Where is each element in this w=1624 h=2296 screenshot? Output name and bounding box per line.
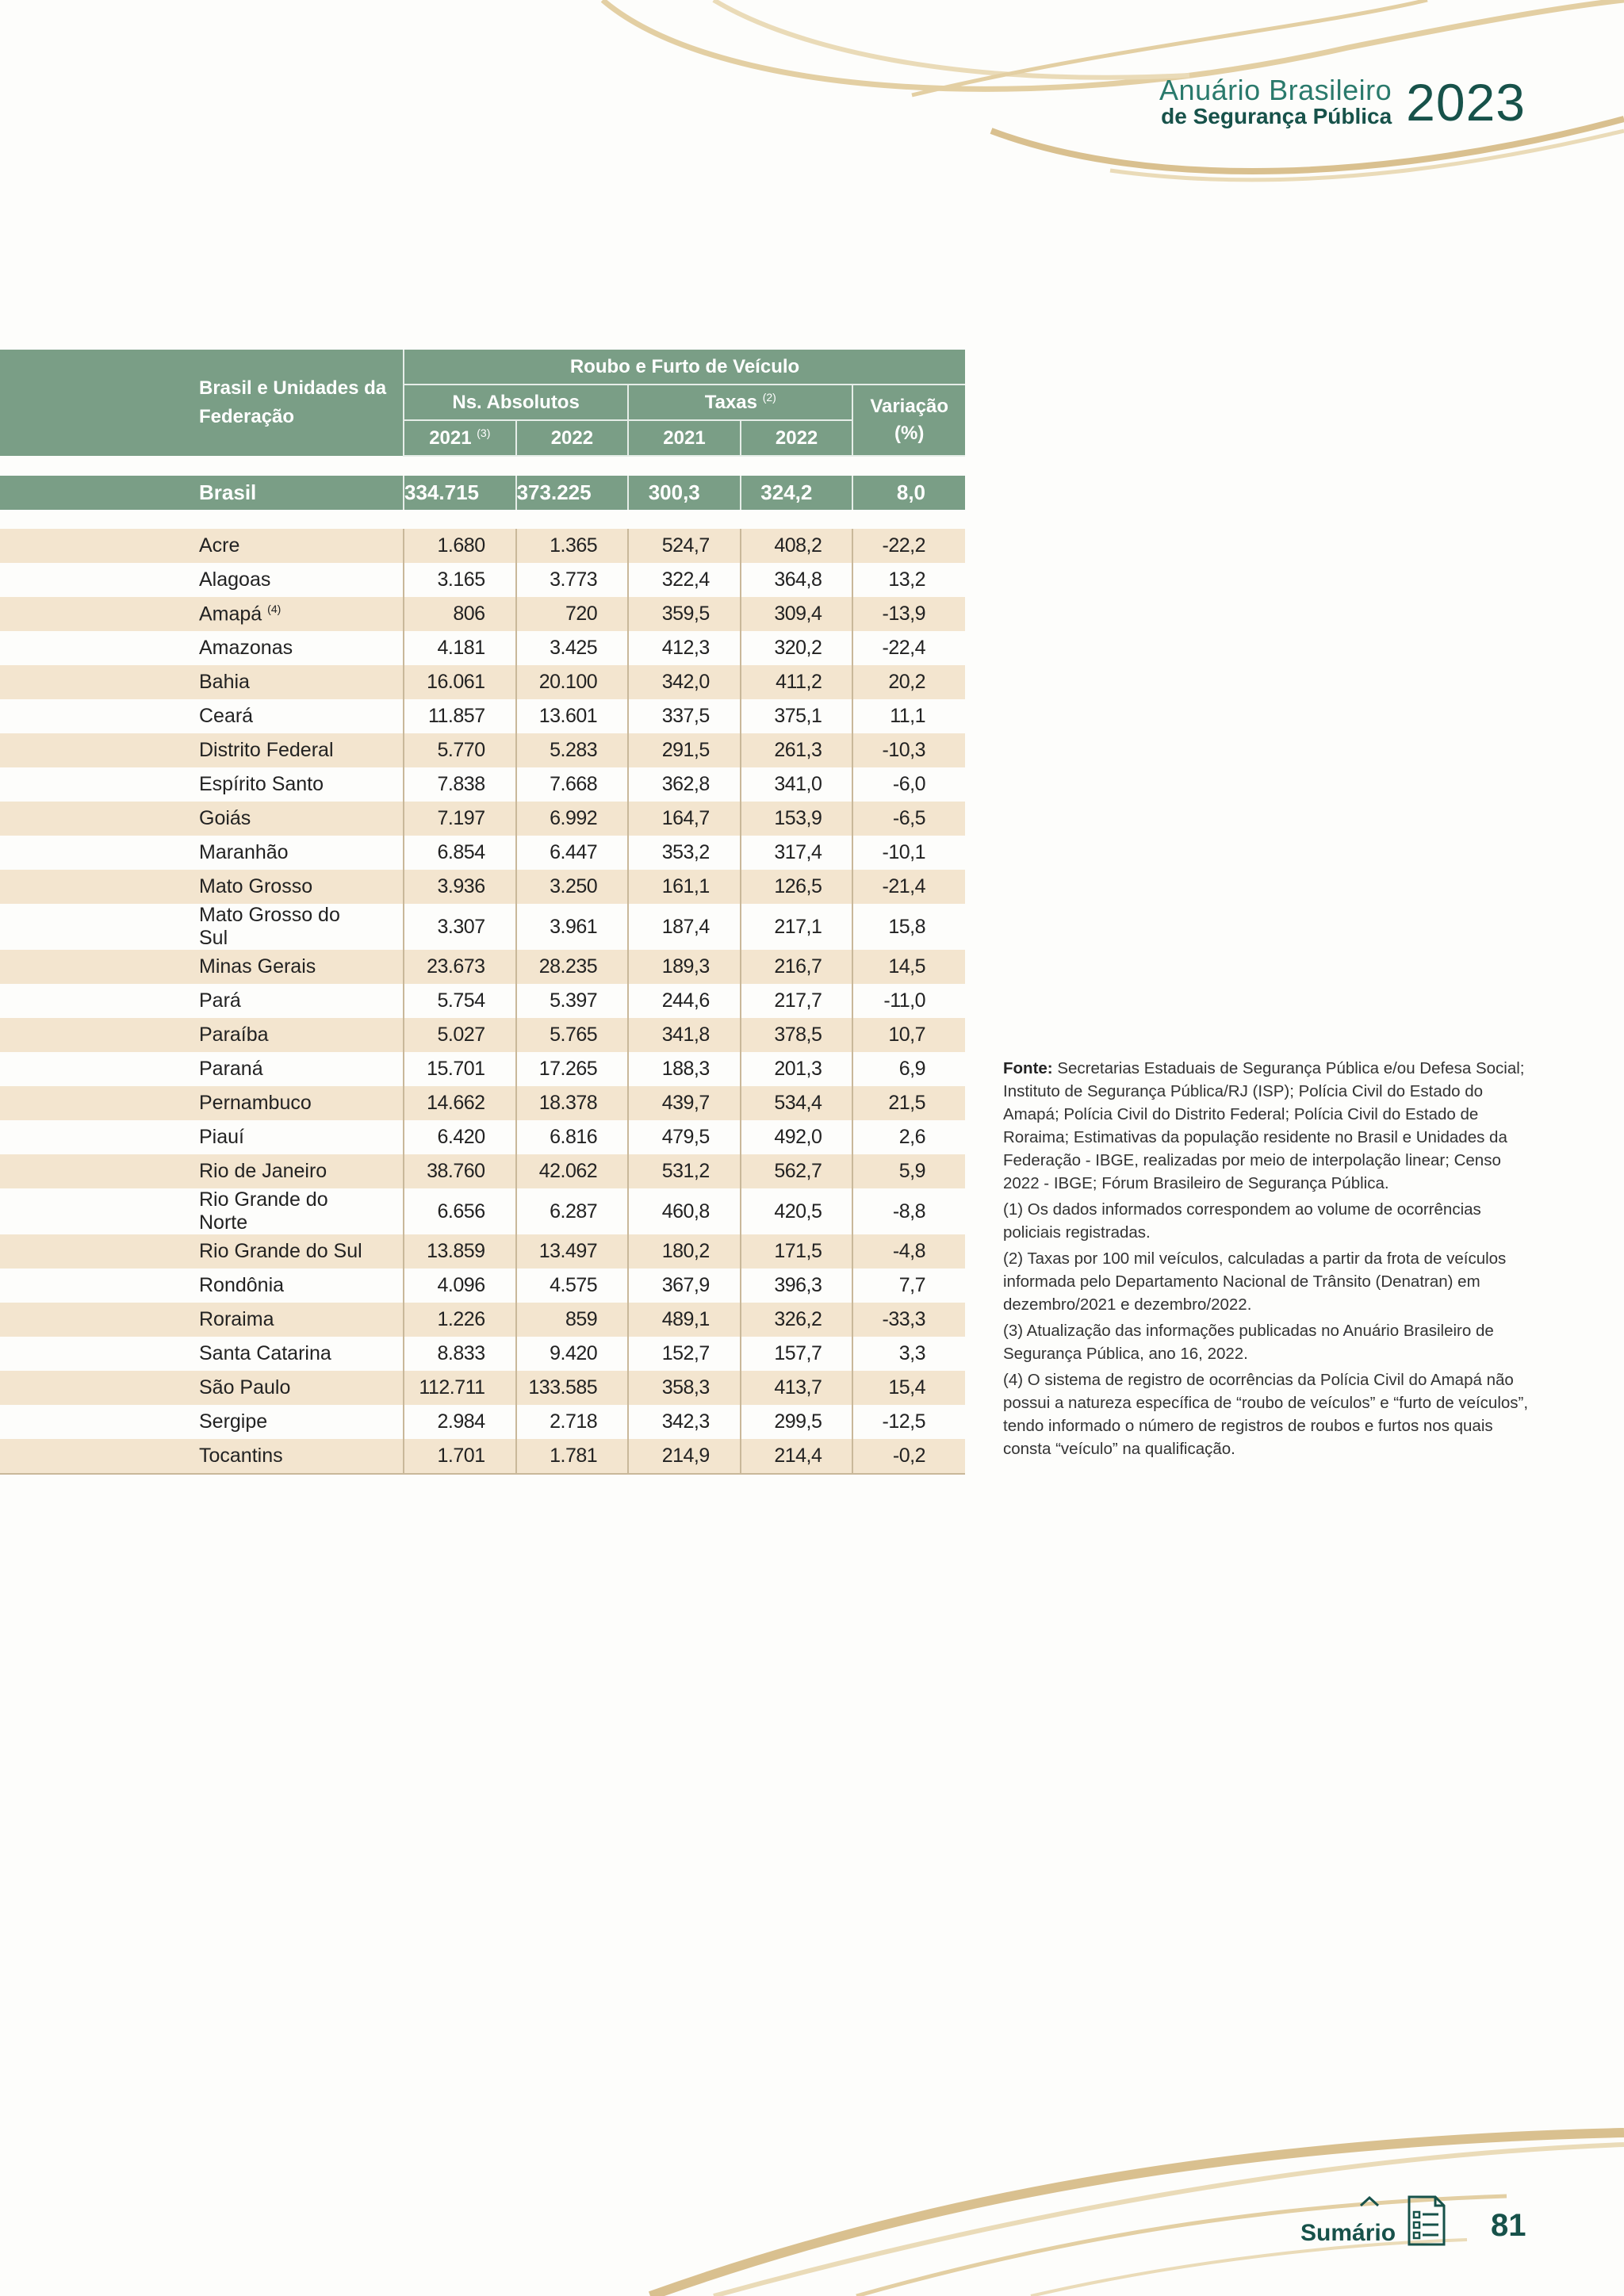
table-row — [0, 950, 965, 984]
cell-variacao: 6,9 — [852, 1052, 965, 1086]
cell-abs-2022: 3.773 — [516, 563, 629, 597]
cell-abs-2021: 38.760 — [404, 1154, 516, 1188]
cell-taxa-2022: 217,1 — [741, 904, 853, 950]
cell-abs-2021: 5.754 — [404, 984, 516, 1018]
cell-variacao: 20,2 — [852, 665, 965, 699]
cell-taxa-2021: 358,3 — [628, 1371, 741, 1405]
data-table — [0, 350, 965, 1475]
cell-abs-2022: 3.425 — [516, 631, 629, 665]
cell-taxa-2021: 439,7 — [628, 1086, 741, 1120]
row-name: Pará — [0, 984, 404, 1018]
footnote-1: (1) Os dados informados correspondem ao volume de ocorrências policiais registradas. — [1003, 1200, 1481, 1242]
cell-taxa-2021: 161,1 — [628, 870, 741, 904]
cell-abs-2022: 3.250 — [516, 870, 629, 904]
row-name: São Paulo — [0, 1371, 404, 1405]
cell-abs-2021: 5.770 — [404, 733, 516, 767]
cell-taxa-2021: 322,4 — [628, 563, 741, 597]
cell-abs-2022: 1.365 — [516, 529, 629, 563]
cell-variacao: 5,9 — [852, 1154, 965, 1188]
cell-taxa-2021: 489,1 — [628, 1303, 741, 1337]
cell-variacao: -22,4 — [852, 631, 965, 665]
footnote-3: (3) Atualização das informações publicadas no Anuário Brasileiro de Segurança Pública, ano 16, 2022. — [1003, 1322, 1494, 1363]
cell-abs-2021: 2.984 — [404, 1405, 516, 1439]
cell-variacao: 8,0 — [852, 476, 965, 510]
cell-taxa-2021: 291,5 — [628, 733, 741, 767]
vehicle-theft-table — [0, 350, 965, 1475]
table-row — [0, 870, 965, 904]
cell-taxa-2021: 412,3 — [628, 631, 741, 665]
cell-abs-2022: 5.765 — [516, 1018, 629, 1052]
cell-variacao: -6,5 — [852, 802, 965, 836]
row-name: Pernambuco — [0, 1086, 404, 1120]
cell-abs-2021: 15.701 — [404, 1052, 516, 1086]
row-name: Acre — [0, 529, 404, 563]
cell-abs-2021: 6.420 — [404, 1120, 516, 1154]
column-header-federation: Brasil e Unidades da Federação — [0, 350, 404, 456]
cell-taxa-2021: 353,2 — [628, 836, 741, 870]
cell-abs-2022: 5.283 — [516, 733, 629, 767]
source-label: Fonte: — [1003, 1059, 1053, 1077]
cell-abs-2022: 28.235 — [516, 950, 629, 984]
cell-taxa-2022: 341,0 — [741, 767, 853, 802]
cell-variacao: 21,5 — [852, 1086, 965, 1120]
table-row — [0, 699, 965, 733]
cell-taxa-2022: 492,0 — [741, 1120, 853, 1154]
cell-variacao: -22,2 — [852, 529, 965, 563]
cell-variacao: -0,2 — [852, 1439, 965, 1474]
cell-taxa-2022: 126,5 — [741, 870, 853, 904]
row-name: Sergipe — [0, 1405, 404, 1439]
cell-taxa-2021: 187,4 — [628, 904, 741, 950]
cell-variacao: 15,8 — [852, 904, 965, 950]
cell-variacao: 14,5 — [852, 950, 965, 984]
cell-taxa-2022: 364,8 — [741, 563, 853, 597]
cell-taxa-2021: 188,3 — [628, 1052, 741, 1086]
row-name: Paraíba — [0, 1018, 404, 1052]
cell-abs-2022: 20.100 — [516, 665, 629, 699]
row-name: Rondônia — [0, 1269, 404, 1303]
cell-taxa-2022: 153,9 — [741, 802, 853, 836]
cell-abs-2022: 17.265 — [516, 1052, 629, 1086]
cell-abs-2022: 6.447 — [516, 836, 629, 870]
cell-variacao: 11,1 — [852, 699, 965, 733]
cell-taxa-2022: 534,4 — [741, 1086, 853, 1120]
table-row — [0, 1439, 965, 1474]
column-header-variacao: Variação (%) — [852, 385, 965, 456]
column-header-abs-2021: 2021 $^{(3)}$ — [404, 420, 516, 456]
footnote-2: (2) Taxas por 100 mil veículos, calculadas a partir da frota de veículos informada pelo Departamento Nacional de Trânsito (Denatran) em dezembro/2021 e dezembro/2022. — [1003, 1249, 1507, 1314]
cell-abs-2021: 1.701 — [404, 1439, 516, 1474]
table-notes — [1003, 1057, 1534, 1464]
cell-abs-2021: 14.662 — [404, 1086, 516, 1120]
cell-taxa-2021: 244,6 — [628, 984, 741, 1018]
cell-taxa-2022: 396,3 — [741, 1269, 853, 1303]
table-row — [0, 529, 965, 563]
cell-variacao: -6,0 — [852, 767, 965, 802]
cell-abs-2021: 3.307 — [404, 904, 516, 950]
cell-taxa-2022: 324,2 — [741, 476, 853, 510]
row-name: Piauí — [0, 1120, 404, 1154]
table-row — [0, 1120, 965, 1154]
cell-taxa-2021: 342,0 — [628, 665, 741, 699]
sumario-link[interactable] — [1300, 2195, 1446, 2247]
cell-taxa-2021: 300,3 — [628, 476, 741, 510]
cell-abs-2022: 7.668 — [516, 767, 629, 802]
cell-abs-2021: 1.226 — [404, 1303, 516, 1337]
cell-abs-2022: 720 — [516, 597, 629, 631]
cell-variacao: -12,5 — [852, 1405, 965, 1439]
table-row — [0, 1154, 965, 1188]
cell-taxa-2022: 171,5 — [741, 1234, 853, 1269]
cell-abs-2022: 859 — [516, 1303, 629, 1337]
column-header-taxa-2021: 2021 — [628, 420, 741, 456]
cell-variacao: -10,3 — [852, 733, 965, 767]
subheader-taxas: Taxas $^{(2)}$ — [628, 385, 852, 420]
cell-taxa-2022: 420,5 — [741, 1188, 853, 1234]
footnote-ref: (2) — [762, 391, 776, 404]
row-name: Espírito Santo — [0, 767, 404, 802]
cell-abs-2021: 4.096 — [404, 1269, 516, 1303]
document-list-icon — [1407, 2195, 1446, 2247]
row-name: Mato Grosso — [0, 870, 404, 904]
cell-taxa-2022: 201,3 — [741, 1052, 853, 1086]
table-row — [0, 1086, 965, 1120]
row-name: Tocantins — [0, 1439, 404, 1474]
page-number: 81 — [1491, 2208, 1526, 2243]
footnote-ref: (4) — [267, 602, 282, 615]
cell-abs-2021: 6.656 — [404, 1188, 516, 1234]
cell-abs-2021: 5.027 — [404, 1018, 516, 1052]
cell-taxa-2022: 214,4 — [741, 1439, 853, 1474]
chevron-up-icon — [1359, 2196, 1380, 2207]
cell-abs-2022: 9.420 — [516, 1337, 629, 1371]
cell-taxa-2022: 411,2 — [741, 665, 853, 699]
cell-taxa-2021: 214,9 — [628, 1439, 741, 1474]
cell-taxa-2022: 320,2 — [741, 631, 853, 665]
table-row — [0, 665, 965, 699]
cell-abs-2021: 3.936 — [404, 870, 516, 904]
brand-title — [1159, 76, 1392, 129]
cell-abs-2022: 5.397 — [516, 984, 629, 1018]
table-row — [0, 1188, 965, 1234]
cell-abs-2022: 13.497 — [516, 1234, 629, 1269]
publication-brand — [1159, 73, 1526, 132]
table-row — [0, 1371, 965, 1405]
cell-abs-2021: 334.715 — [404, 476, 516, 510]
cell-taxa-2021: 460,8 — [628, 1188, 741, 1234]
row-name: Amazonas — [0, 631, 404, 665]
cell-abs-2021: 13.859 — [404, 1234, 516, 1269]
source-note — [1003, 1057, 1534, 1195]
cell-taxa-2022: 413,7 — [741, 1371, 853, 1405]
brand-year: 2023 — [1406, 73, 1526, 132]
row-name: Goiás — [0, 802, 404, 836]
cell-variacao: -8,8 — [852, 1188, 965, 1234]
cell-abs-2022: 6.287 — [516, 1188, 629, 1234]
cell-abs-2021: 11.857 — [404, 699, 516, 733]
cell-abs-2022: 6.992 — [516, 802, 629, 836]
row-name: Roraima — [0, 1303, 404, 1337]
row-name: Alagoas — [0, 563, 404, 597]
cell-taxa-2021: 164,7 — [628, 802, 741, 836]
cell-taxa-2022: 157,7 — [741, 1337, 853, 1371]
cell-abs-2022: 133.585 — [516, 1371, 629, 1405]
footnote-4: (4) O sistema de registro de ocorrências da Polícia Civil do Amapá não possui a natureza específica de “roubo de veículos” e “furto de veículos”, tendo informado o número de registros de roubos e furtos nos quais consta “veículo” na qualificação. — [1003, 1371, 1529, 1458]
table-row — [0, 1337, 965, 1371]
footnote-ref: (3) — [477, 427, 491, 439]
cell-abs-2022: 18.378 — [516, 1086, 629, 1120]
cell-taxa-2021: 189,3 — [628, 950, 741, 984]
cell-taxa-2022: 299,5 — [741, 1405, 853, 1439]
cell-abs-2021: 7.197 — [404, 802, 516, 836]
cell-abs-2022: 42.062 — [516, 1154, 629, 1188]
cell-abs-2021: 8.833 — [404, 1337, 516, 1371]
cell-taxa-2021: 524,7 — [628, 529, 741, 563]
row-name: Mato Grosso do Sul — [0, 904, 404, 950]
table-row — [0, 767, 965, 802]
cell-abs-2022: 13.601 — [516, 699, 629, 733]
row-name: Rio Grande do Sul — [0, 1234, 404, 1269]
cell-abs-2021: 6.854 — [404, 836, 516, 870]
row-name: Bahia — [0, 665, 404, 699]
cell-taxa-2021: 342,3 — [628, 1405, 741, 1439]
cell-variacao: -33,3 — [852, 1303, 965, 1337]
cell-taxa-2021: 337,5 — [628, 699, 741, 733]
cell-taxa-2021: 362,8 — [628, 767, 741, 802]
row-name: Distrito Federal — [0, 733, 404, 767]
row-name: Paraná — [0, 1052, 404, 1086]
row-name: Brasil — [0, 476, 404, 510]
cell-taxa-2021: 479,5 — [628, 1120, 741, 1154]
row-name: Ceará — [0, 699, 404, 733]
cell-taxa-2021: 531,2 — [628, 1154, 741, 1188]
table-row — [0, 733, 965, 767]
cell-taxa-2022: 261,3 — [741, 733, 853, 767]
row-name: Minas Gerais — [0, 950, 404, 984]
cell-abs-2021: 16.061 — [404, 665, 516, 699]
table-row — [0, 984, 965, 1018]
cell-variacao: 15,4 — [852, 1371, 965, 1405]
sumario-label: Sumário — [1300, 2220, 1396, 2247]
cell-taxa-2022: 309,4 — [741, 597, 853, 631]
cell-taxa-2021: 341,8 — [628, 1018, 741, 1052]
cell-taxa-2022: 375,1 — [741, 699, 853, 733]
cell-abs-2021: 3.165 — [404, 563, 516, 597]
table-row — [0, 836, 965, 870]
cell-variacao: -21,4 — [852, 870, 965, 904]
cell-variacao: 2,6 — [852, 1120, 965, 1154]
cell-abs-2021: 1.680 — [404, 529, 516, 563]
table-row — [0, 1234, 965, 1269]
column-header-taxa-2022: 2022 — [741, 420, 853, 456]
cell-variacao: 13,2 — [852, 563, 965, 597]
table-row — [0, 1269, 965, 1303]
table-row — [0, 904, 965, 950]
row-name: Amapá $^{(4)}$ — [0, 597, 404, 631]
cell-taxa-2022: 217,7 — [741, 984, 853, 1018]
cell-taxa-2021: 359,5 — [628, 597, 741, 631]
table-row — [0, 563, 965, 597]
row-name: Rio Grande do Norte — [0, 1188, 404, 1234]
cell-abs-2022: 4.575 — [516, 1269, 629, 1303]
cell-abs-2021: 7.838 — [404, 767, 516, 802]
cell-abs-2021: 23.673 — [404, 950, 516, 984]
row-name: Rio de Janeiro — [0, 1154, 404, 1188]
cell-abs-2021: 4.181 — [404, 631, 516, 665]
column-group-header: Roubo e Furto de Veículo — [404, 350, 965, 385]
cell-taxa-2022: 408,2 — [741, 529, 853, 563]
cell-taxa-2021: 152,7 — [628, 1337, 741, 1371]
table-row — [0, 1052, 965, 1086]
brand-title-line2: de Segurança Pública — [1161, 104, 1392, 128]
cell-taxa-2022: 216,7 — [741, 950, 853, 984]
cell-taxa-2021: 180,2 — [628, 1234, 741, 1269]
cell-variacao: 10,7 — [852, 1018, 965, 1052]
cell-variacao: -10,1 — [852, 836, 965, 870]
cell-abs-2022: 6.816 — [516, 1120, 629, 1154]
row-name: Maranhão — [0, 836, 404, 870]
cell-taxa-2022: 378,5 — [741, 1018, 853, 1052]
table-row — [0, 631, 965, 665]
table-row-brasil — [0, 476, 965, 510]
table-row — [0, 597, 965, 631]
table-row — [0, 1405, 965, 1439]
source-text: Secretarias Estaduais de Segurança Pública e/ou Defesa Social; Instituto de Segurança Pública/RJ (ISP); Polícia Civil do Estado do Amapá; Polícia Civil do Distrito Federal; Polícia Civil do Estado de Roraima; Estimativas da população residente no Brasil e Unidades da Federação - IBGE, realizadas por meio de interpolação linear; Censo 2022 - IBGE; Fórum Brasileiro de Segurança Pública. — [1003, 1059, 1525, 1192]
subheader-absolutos: Ns. Absolutos — [404, 385, 628, 420]
cell-abs-2021: 806 — [404, 597, 516, 631]
cell-abs-2022: 373.225 — [516, 476, 629, 510]
cell-abs-2021: 112.711 — [404, 1371, 516, 1405]
cell-taxa-2022: 326,2 — [741, 1303, 853, 1337]
table-row — [0, 1303, 965, 1337]
table-row — [0, 1018, 965, 1052]
cell-taxa-2022: 317,4 — [741, 836, 853, 870]
cell-variacao: 7,7 — [852, 1269, 965, 1303]
brand-title-line1: Anuário Brasileiro — [1159, 74, 1392, 106]
cell-variacao: 3,3 — [852, 1337, 965, 1371]
cell-taxa-2022: 562,7 — [741, 1154, 853, 1188]
cell-variacao: -4,8 — [852, 1234, 965, 1269]
cell-variacao: -13,9 — [852, 597, 965, 631]
cell-abs-2022: 1.781 — [516, 1439, 629, 1474]
cell-abs-2022: 2.718 — [516, 1405, 629, 1439]
cell-abs-2022: 3.961 — [516, 904, 629, 950]
column-header-abs-2022: 2022 — [516, 420, 629, 456]
table-row — [0, 802, 965, 836]
cell-taxa-2021: 367,9 — [628, 1269, 741, 1303]
row-name: Santa Catarina — [0, 1337, 404, 1371]
cell-variacao: -11,0 — [852, 984, 965, 1018]
